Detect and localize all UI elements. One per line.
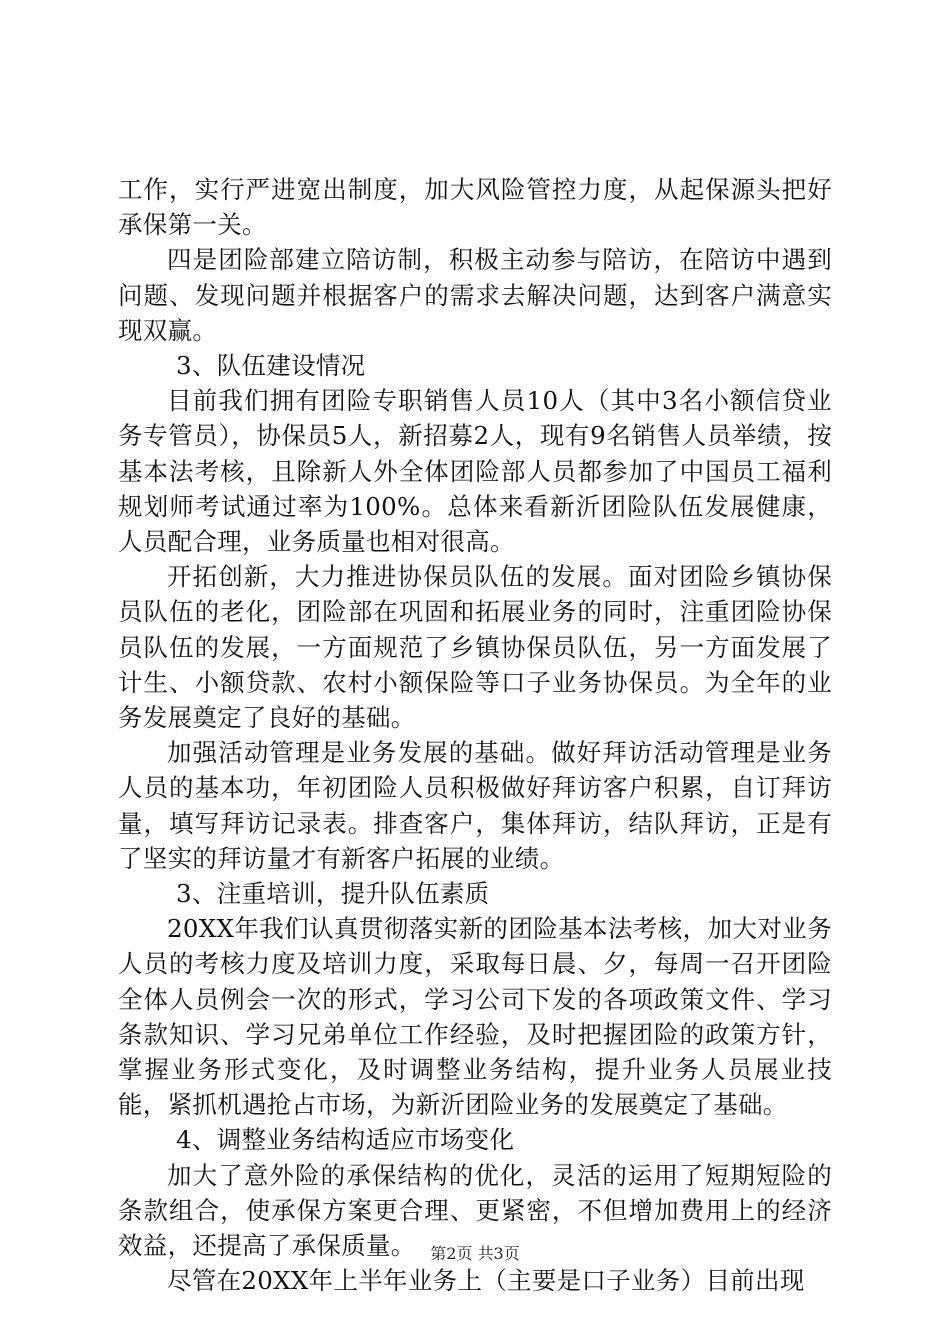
section-heading: 3、注重培训，提升队伍素质: [176, 879, 490, 909]
paragraph: 加强活动管理是业务发展的基础。做好拜访活动管理是业务人员的基本功，年初团险人员积极做好拜访客户积累，自订拜访量，填写拜访记录表。排查客户，集体拜访，结队拜访，正是有了坚实的拜访量才有新客户拓展的业绩。: [118, 738, 832, 873]
paragraph: 工作，实行严进宽出制度，加大风险管控力度，从起保源头把好承保第一关。: [118, 175, 832, 240]
page-number: 第2页 共3页: [430, 1244, 520, 1263]
section-heading: 4、调整业务结构适应市场变化: [176, 1125, 515, 1155]
paragraph: 尽管在20XX年上半年业务上（主要是口子业务）目前出现: [167, 1266, 805, 1296]
document-body: [118, 172, 832, 1299]
paragraph: 四是团险部建立陪访制，积极主动参与陪访，在陪访中遇到问题、发现问题并根据客户的需求去解决问题，达到客户满意实现双赢。: [118, 245, 832, 345]
paragraph: 开拓创新，大力推进协保员队伍的发展。面对团险乡镇协保员队伍的老化，团险部在巩固和拓展业务的同时，注重团险协保员队伍的发展，一方面规范了乡镇协保员队伍，另一方面发展了计生、小额贷款、农村小额保险等口子业务协保员。为全年的业务发展奠定了良好的基础。: [118, 562, 832, 733]
paragraph: 加大了意外险的承保结构的优化，灵活的运用了短期短险的条款组合，使承保方案更合理、更紧密，不但增加费用上的经济效益，还提高了承保质量。: [118, 1160, 832, 1261]
paragraph: 目前我们拥有团险专职销售人员10人（其中3名小额信贷业务专管员），协保员5人，新招募2人，现有9名销售人员举绩，按基本法考核，且除新人外全体团险部人员都参加了中国员工福利规划师考试通过率为100%。总体来看新沂团险队伍发展健康，人员配合理，业务质量也相对很高。: [118, 386, 832, 557]
paragraph: 20XX年我们认真贯彻落实新的团险基本法考核，加大对业务人员的考核力度及培训力度，采取每日晨、夕，每周一召开团险全体人员例会一次的形式，学习公司下发的各项政策文件、学习条款知识、学习兄弟单位工作经验，及时把握团险的政策方针，掌握业务形式变化，及时调整业务结构，提升业务人员展业技能，紧抓机遇抢占市场，为新沂团险业务的发展奠定了基础。: [118, 914, 832, 1120]
section-heading: 3、队伍建设情况: [176, 351, 366, 381]
